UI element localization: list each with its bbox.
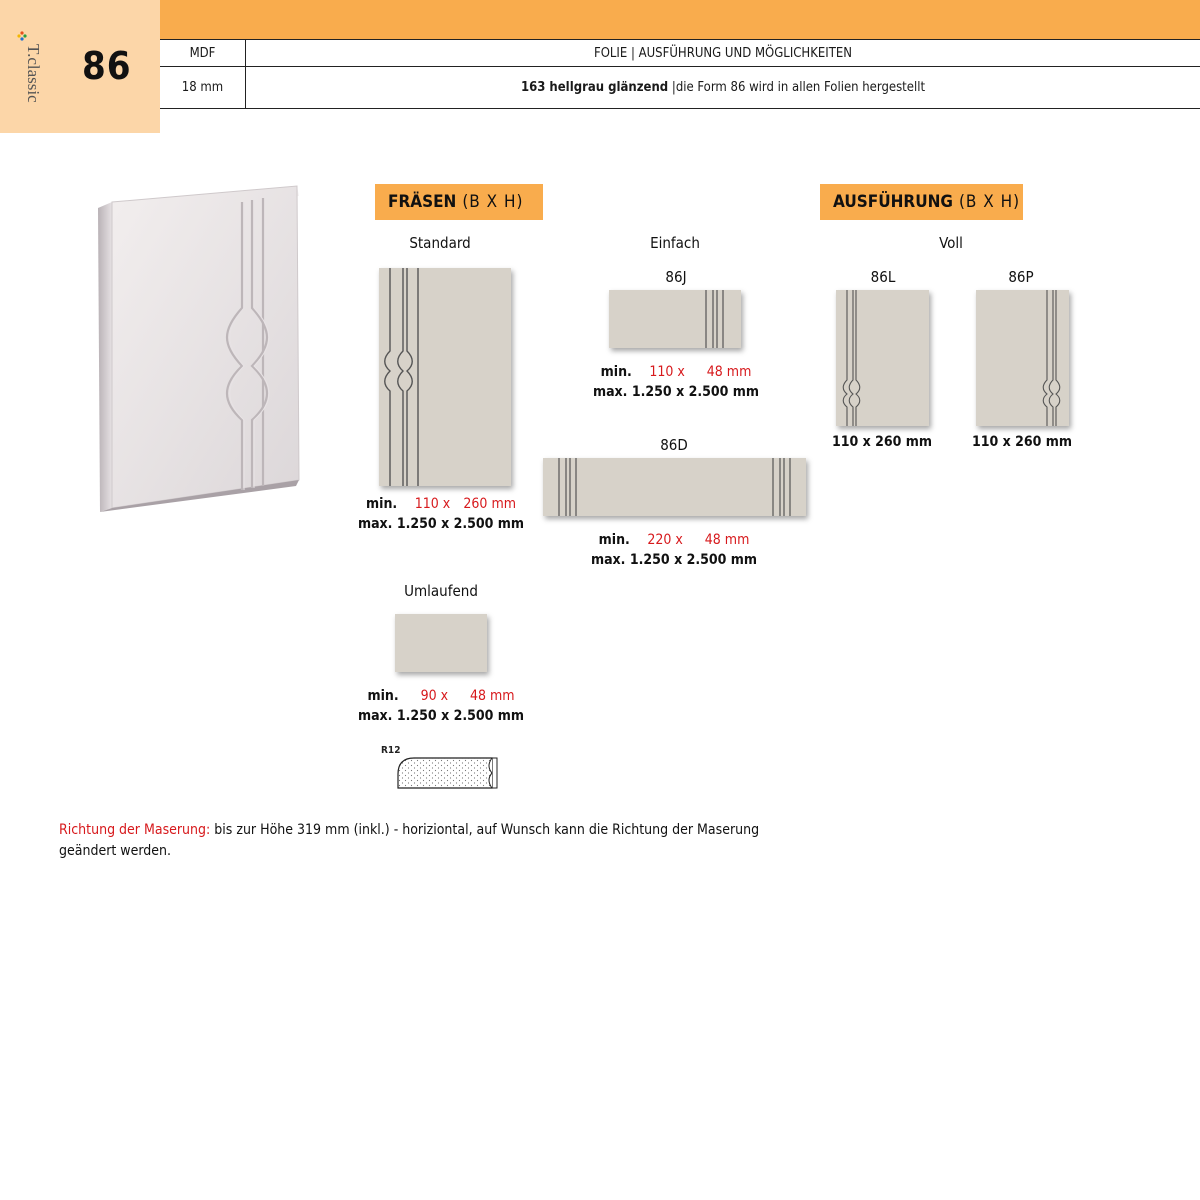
umlaufend-label: Umlaufend — [404, 582, 478, 600]
umlaufend-min-label: min. — [367, 688, 399, 704]
86j-min-height: 48 mm — [706, 364, 752, 380]
86p-label: 86P — [1008, 268, 1034, 286]
86d-max-dimension: max. 1.250 x 2.500 mm — [590, 552, 758, 568]
voll-label: Voll — [939, 234, 963, 252]
fraesen-section-header — [375, 184, 543, 220]
standard-panel — [379, 268, 511, 486]
einfach-label: Einfach — [650, 234, 700, 252]
fraesen-title: FRÄSEN — [388, 192, 457, 212]
standard-min-width: 110 x — [414, 496, 451, 512]
folie-description: |die Form 86 wird in allen Folien hergestellt — [671, 80, 926, 95]
folie-value — [246, 67, 1200, 108]
umlaufend-max-dimension: max. 1.250 x 2.500 mm — [357, 708, 525, 724]
note-highlight: Richtung der Maserung: — [59, 822, 211, 838]
brand-logo — [6, 32, 46, 108]
ausfuehrung-title-unit: (B X H) — [958, 192, 1021, 212]
86j-min-dimension — [591, 364, 761, 380]
thickness-value: 18 mm — [160, 67, 246, 108]
86p-panel — [976, 290, 1069, 426]
top-accent-bar — [160, 0, 1200, 40]
col-folie-header: FOLIE | AUSFÜHRUNG UND MÖGLICHKEITEN — [593, 45, 853, 61]
86l-label: 86L — [870, 268, 896, 286]
edge-profile-drawing — [380, 744, 505, 798]
standard-label: Standard — [409, 234, 471, 252]
spec-table-header — [160, 40, 1200, 67]
ausfuehrung-title: AUSFÜHRUNG — [833, 192, 953, 212]
col-mdf-header: MDF — [160, 40, 246, 66]
spec-table-row — [160, 67, 1200, 109]
umlaufend-min-dimension — [356, 688, 526, 704]
page-number: 86 — [82, 44, 132, 88]
ausfuehrung-section-header — [820, 184, 1023, 220]
86j-min-label: min. — [600, 364, 632, 380]
brand-text: T.classic — [24, 44, 43, 103]
86d-min-width: 220 x — [647, 532, 683, 548]
86j-max-dimension: max. 1.250 x 2.500 mm — [592, 384, 760, 400]
standard-max-dimension: max. 1.250 x 2.500 mm — [357, 516, 525, 532]
86d-min-height: 48 mm — [704, 532, 750, 548]
edge-profile-label: R12 — [381, 745, 401, 756]
86d-label: 86D — [660, 436, 688, 454]
86j-label: 86J — [665, 268, 687, 286]
86d-panel — [543, 458, 806, 516]
86d-min-dimension — [589, 532, 759, 548]
86p-dimension: 110 x 260 mm — [971, 434, 1073, 450]
note-text: bis zur Höhe 319 mm (inkl.) - horiziontal, auf Wunsch kann die Richtung der Maserung geändert werden. — [59, 822, 760, 859]
86j-min-width: 110 x — [649, 364, 685, 380]
86l-panel — [836, 290, 929, 426]
umlaufend-min-height: 48 mm — [469, 688, 515, 704]
86d-min-label: min. — [598, 532, 630, 548]
umlaufend-panel — [395, 614, 487, 672]
folie-name: 163 hellgrau glänzend — [520, 80, 669, 95]
standard-min-dimension — [356, 496, 526, 512]
standard-min-label: min. — [366, 496, 398, 512]
door-3d-illustration — [92, 180, 317, 524]
grain-direction-note — [59, 820, 799, 862]
86j-panel — [609, 290, 741, 348]
fraesen-title-unit: (B X H) — [462, 192, 524, 212]
umlaufend-min-width: 90 x — [420, 688, 449, 704]
standard-min-height: 260 mm — [463, 496, 516, 512]
86l-dimension: 110 x 260 mm — [831, 434, 933, 450]
